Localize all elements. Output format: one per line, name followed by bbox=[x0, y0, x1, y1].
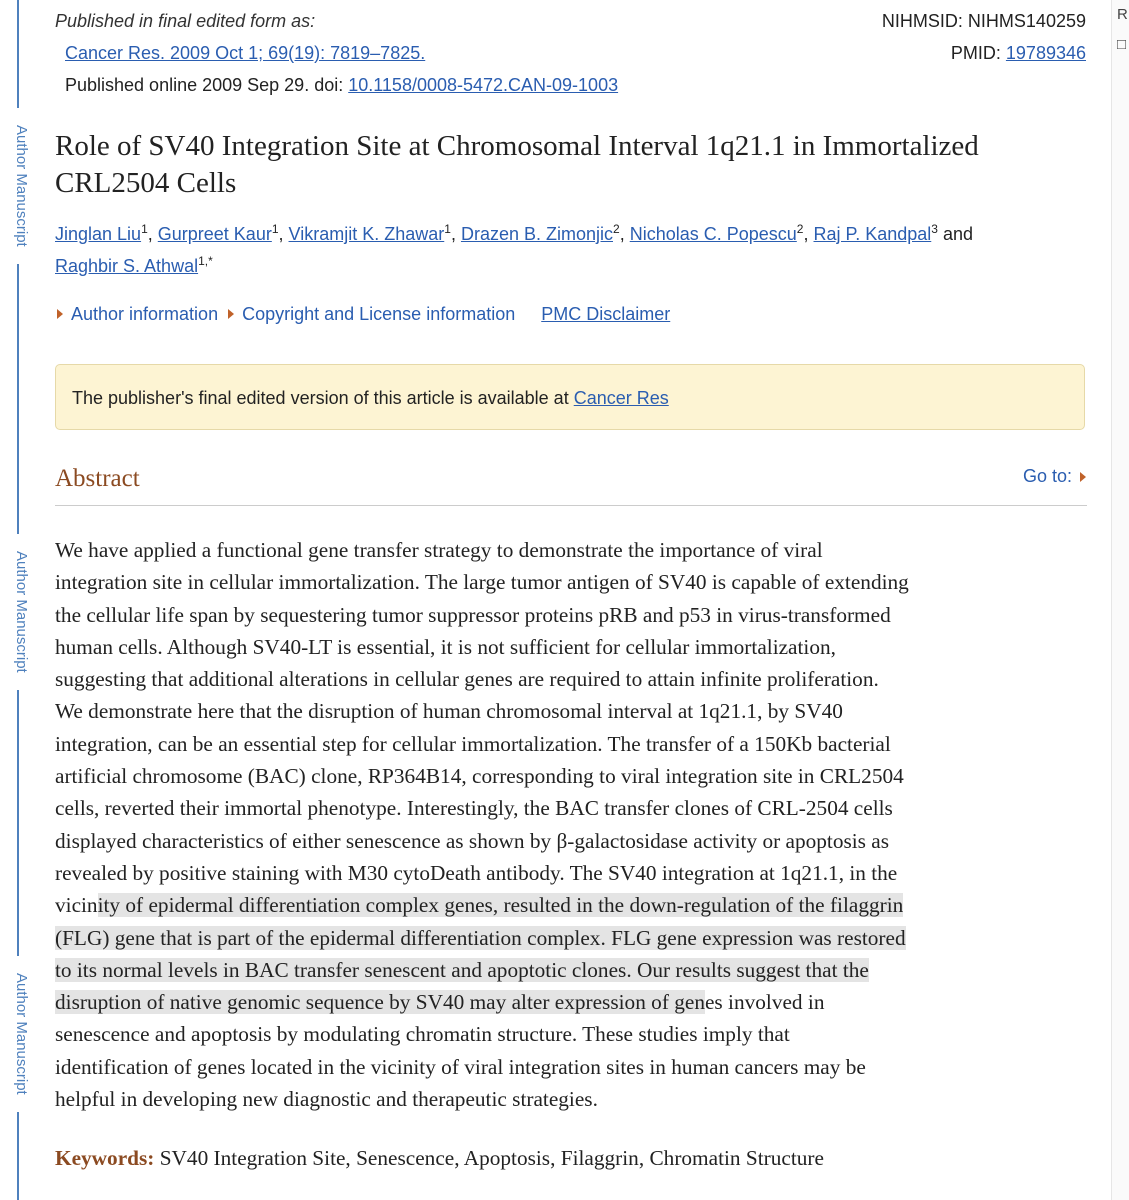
highlighted-selection: (FLG) gene that is part of the epidermal differentiation complex. FLG gene expression was restored bbox=[55, 925, 906, 950]
abstract-line: identification of genes located in the vicinity of viral integration sites in human cancers may be bbox=[55, 1054, 866, 1079]
keywords-label: Keywords: bbox=[55, 1146, 155, 1170]
abstract-line bbox=[55, 889, 1085, 921]
notice-text: The publisher's final edited version of this article is available at bbox=[72, 388, 574, 408]
go-to-menu[interactable] bbox=[1023, 466, 1086, 487]
author-sep: , bbox=[450, 224, 461, 244]
abstract-line: integration, can be an essential step for cellular immortalization. The transfer of a 150Kb bacterial bbox=[55, 731, 891, 756]
author-link[interactable]: Vikramjit K. Zhawar bbox=[288, 224, 445, 244]
author-sep: , bbox=[619, 224, 630, 244]
author-manuscript-label: Author Manuscript bbox=[6, 108, 30, 264]
pmid-row bbox=[882, 37, 1086, 69]
notice-journal-link[interactable]: Cancer Res bbox=[573, 388, 669, 408]
author-manuscript-label: Author Manuscript bbox=[6, 534, 30, 690]
author-affiliation: 3 bbox=[931, 222, 938, 236]
highlighted-selection: disruption of native genomic sequence by SV40 may alter expression of gen bbox=[55, 990, 705, 1015]
abstract-line: We have applied a functional gene transfer strategy to demonstrate the importance of viral bbox=[55, 538, 823, 562]
abstract-heading: Abstract bbox=[55, 465, 140, 492]
copyright-toggle[interactable] bbox=[226, 300, 515, 328]
go-to-triangle-icon bbox=[1080, 472, 1086, 482]
expand-triangle-icon bbox=[57, 309, 63, 319]
title-line: Role of SV40 Integration Site at Chromosomal Interval 1q21.1 in Immortalized bbox=[55, 130, 979, 162]
published-online-prefix: Published online 2009 Sep 29. doi: bbox=[65, 75, 349, 95]
expand-triangle-icon bbox=[228, 309, 234, 319]
author-sep: , bbox=[147, 224, 158, 244]
published-online bbox=[65, 69, 618, 101]
abstract-line bbox=[55, 954, 1085, 986]
author-affiliation: 1,* bbox=[198, 254, 213, 268]
abstract-line: displayed characteristics of either senescence as shown by β-galactosidase activity or apoptosis as bbox=[55, 828, 890, 853]
abstract-line: integration site in cellular immortalization. The large tumor antigen of SV40 is capable of extending bbox=[55, 570, 909, 595]
author-link[interactable]: Drazen B. Zimonjic bbox=[460, 224, 613, 244]
author-information-label: Author information bbox=[71, 304, 219, 324]
author-sep: , bbox=[803, 224, 814, 244]
abstract-text-fragment: vicin bbox=[55, 893, 98, 918]
pmid-label: PMID: bbox=[950, 43, 1006, 63]
author-link[interactable]: Raj P. Kandpal bbox=[813, 224, 932, 244]
and-word: and bbox=[942, 224, 974, 244]
author-link[interactable]: Nicholas C. Popescu bbox=[629, 224, 797, 244]
article-title bbox=[55, 128, 1065, 202]
keywords-text: SV40 Integration Site, Senescence, Apoptosis, Filaggrin, Chromatin Structure bbox=[154, 1146, 824, 1170]
author-affiliation: 1 bbox=[141, 222, 148, 236]
identifier-block bbox=[882, 5, 1086, 69]
highlighted-selection: ity of epidermal differentiation complex genes, resulted in the down-regulation of the filaggrin bbox=[97, 893, 904, 918]
abstract-divider bbox=[55, 505, 1087, 506]
journal-citation-link[interactable]: Cancer Res. 2009 Oct 1; 69(19): 7819–7825. bbox=[65, 43, 426, 63]
author-link[interactable]: Gurpreet Kaur bbox=[157, 224, 272, 244]
highlighted-selection: to its normal levels in BAC transfer senescent and apoptotic clones. Our results suggest that the bbox=[55, 957, 869, 982]
abstract-line bbox=[55, 922, 1085, 954]
author-manuscript-label: Author Manuscript bbox=[6, 956, 30, 1112]
go-to-label: Go to: bbox=[1022, 466, 1072, 486]
abstract-line: suggesting that additional alterations in cellular genes are required to attain infinite proliferation. bbox=[55, 667, 879, 692]
published-note: Published in final edited form as: bbox=[55, 11, 316, 31]
copyright-label: Copyright and License information bbox=[242, 304, 516, 324]
abstract-text bbox=[55, 534, 1085, 1115]
author-link[interactable]: Raghbir S. Athwal bbox=[55, 256, 199, 276]
citation-block bbox=[55, 5, 618, 101]
abstract-line: the cellular life span by sequestering tumor suppressor proteins pRB and p53 in virus-transformed bbox=[55, 602, 891, 627]
author-link[interactable]: Jinglan Liu bbox=[55, 224, 142, 244]
abstract-line: cells, reverted their immortal phenotype. Interestingly, the BAC transfer clones of CRL-2504 cells bbox=[55, 796, 893, 821]
keywords bbox=[55, 1146, 824, 1171]
right-panel-box-icon[interactable]: □ bbox=[1117, 36, 1127, 53]
abstract-line: revealed by positive staining with M30 cytoDeath antibody. The SV40 integration at 1q21.1, in the bbox=[55, 860, 898, 885]
doi-link[interactable]: 10.1158/0008-5472.CAN-09-1003 bbox=[348, 75, 619, 95]
abstract-line: human cells. Although SV40-LT is essential, it is not sufficient for cellular immortalization, bbox=[55, 634, 836, 659]
abstract-line bbox=[55, 986, 1085, 1018]
publisher-version-notice bbox=[55, 364, 1085, 430]
author-information-toggle[interactable] bbox=[55, 300, 218, 328]
author-affiliation: 2 bbox=[613, 222, 620, 236]
right-panel-edge bbox=[1111, 0, 1129, 1200]
pmc-disclaimer-link[interactable]: PMC Disclaimer bbox=[541, 304, 671, 324]
author-affiliation: 1 bbox=[444, 222, 451, 236]
author-affiliation: 2 bbox=[796, 222, 804, 236]
pmid-link[interactable]: 19789346 bbox=[1005, 43, 1086, 63]
abstract-text-fragment: es involved in bbox=[704, 990, 825, 1015]
nihmsid: NIHMSID: NIHMS140259 bbox=[881, 11, 1086, 31]
author-affiliation: 1 bbox=[271, 222, 279, 236]
right-panel-letter: R bbox=[1117, 6, 1128, 23]
author-sep: , bbox=[278, 224, 289, 244]
title-line: CRL2504 Cells bbox=[55, 167, 237, 199]
article-info-links bbox=[55, 300, 670, 328]
abstract-line: helpful in developing new diagnostic and therapeutic strategies. bbox=[55, 1087, 598, 1112]
abstract-line: artificial chromosome (BAC) clone, RP364B14, corresponding to viral integration site in CRL2504 bbox=[55, 764, 904, 789]
abstract-line: senescence and apoptosis by modulating chromatin structure. These studies imply that bbox=[55, 1022, 790, 1047]
author-list bbox=[55, 218, 1095, 282]
abstract-line: We demonstrate here that the disruption of human chromosomal interval at 1q21.1, by SV40 bbox=[55, 699, 843, 724]
